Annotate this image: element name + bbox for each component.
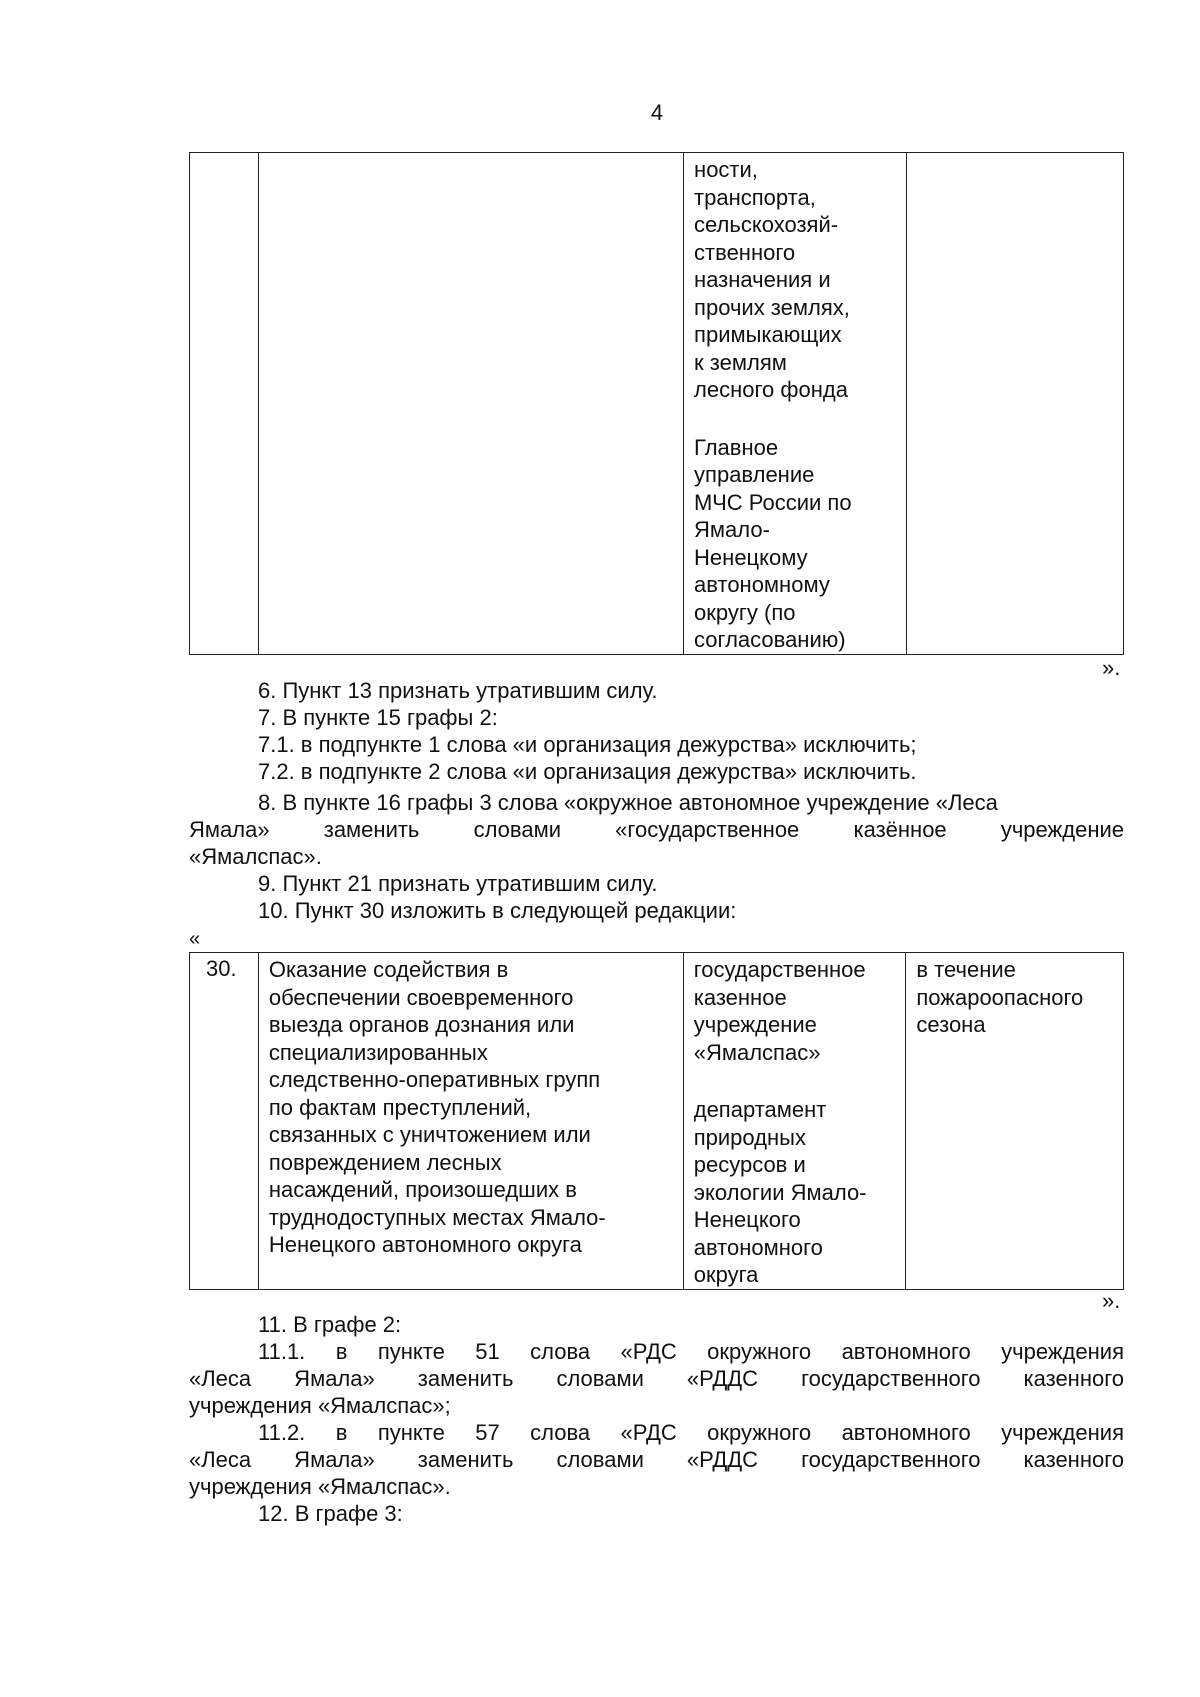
opening-quote: « — [189, 928, 201, 950]
table-cell-term — [906, 953, 1124, 1290]
paragraph-11-2-line-2: «Леса Ямала» заменить словами «РДДС государственного казенного — [189, 1447, 1124, 1472]
paragraph-7-2: 7.2. в подпункте 2 слова «и организация дежурства» исключить. — [258, 759, 917, 784]
paragraph-11: 11. В графе 2: — [258, 1312, 402, 1337]
point-30-table — [189, 952, 1124, 1290]
paragraph-8-line-2: Ямала» заменить словами «государственное казённое учреждение — [189, 817, 1124, 842]
table-cell-number — [190, 153, 259, 655]
executors-block-2: Главное управление МЧС России по Ямало- Ненецкому автономному округу (по согласованию) — [694, 434, 852, 652]
paragraph-11-1-line-2: «Леса Ямала» заменить словами «РДДС государственного казенного — [189, 1366, 1124, 1391]
paragraph-8-line-1: 8. В пункте 16 графы 3 слова «окружное автономное учреждение «Леса — [258, 790, 998, 815]
table-cell-executors — [683, 953, 906, 1290]
table-cell-number — [190, 953, 259, 1290]
paragraph-11-1-line-1: 11.1. в пункте 51 слова «РДС окружного автономного учреждения — [258, 1339, 1124, 1364]
executors-block-1: ности, транспорта, сельскохозяй- ственного назначения и прочих землях, примыкающих к землям лесного фонда — [694, 157, 850, 402]
term-text: в течение пожароопасного сезона — [916, 957, 1084, 1037]
amendment-table-continued — [189, 152, 1124, 655]
table-cell-executors — [684, 153, 907, 655]
table-cell-description — [258, 953, 683, 1290]
row-number: 30. — [206, 956, 237, 981]
paragraph-7-1: 7.1. в подпункте 1 слова «и организация дежурства» исключить; — [258, 732, 917, 757]
paragraph-12: 12. В графе 3: — [258, 1501, 403, 1526]
measure-description: Оказание содействия в обеспечении своевременного выезда органов дознания или специализированных следственно-оперативных групп по фактам преступлений, связанных с уничтожением или повреждением лесных насаждений, произошедших в труднодоступных местах Ямало- Ненецкого автономного округа — [268, 957, 606, 1257]
paragraph-11-2-line-3: учреждения «Ямалспас». — [189, 1474, 451, 1499]
paragraph-11-1-line-3: учреждения «Ямалспас»; — [189, 1393, 451, 1418]
table-row — [190, 153, 1124, 655]
paragraph-6: 6. Пункт 13 признать утратившим силу. — [258, 678, 658, 703]
closing-quote: ». — [1102, 1288, 1121, 1313]
executors-block-1: государственное казенное учреждение «Ямалспас» — [693, 957, 866, 1065]
paragraph-7: 7. В пункте 15 графы 2: — [258, 705, 498, 730]
table-cell-description — [258, 153, 683, 655]
closing-quote: ». — [1102, 655, 1121, 680]
paragraph-10: 10. Пункт 30 изложить в следующей редакции: — [258, 898, 737, 923]
page-number: 4 — [650, 100, 664, 125]
executors-block-2: департамент природных ресурсов и экологии Ямало- Ненецкого автономного округа — [693, 1097, 867, 1287]
paragraph-9: 9. Пункт 21 признать утратившим силу. — [258, 871, 658, 896]
table-cell-term — [906, 153, 1123, 655]
paragraph-11-2-line-1: 11.2. в пункте 57 слова «РДС окружного автономного учреждения — [258, 1420, 1124, 1445]
paragraph-8-line-3: «Ямалспас». — [189, 844, 322, 869]
table-row — [190, 953, 1124, 1290]
